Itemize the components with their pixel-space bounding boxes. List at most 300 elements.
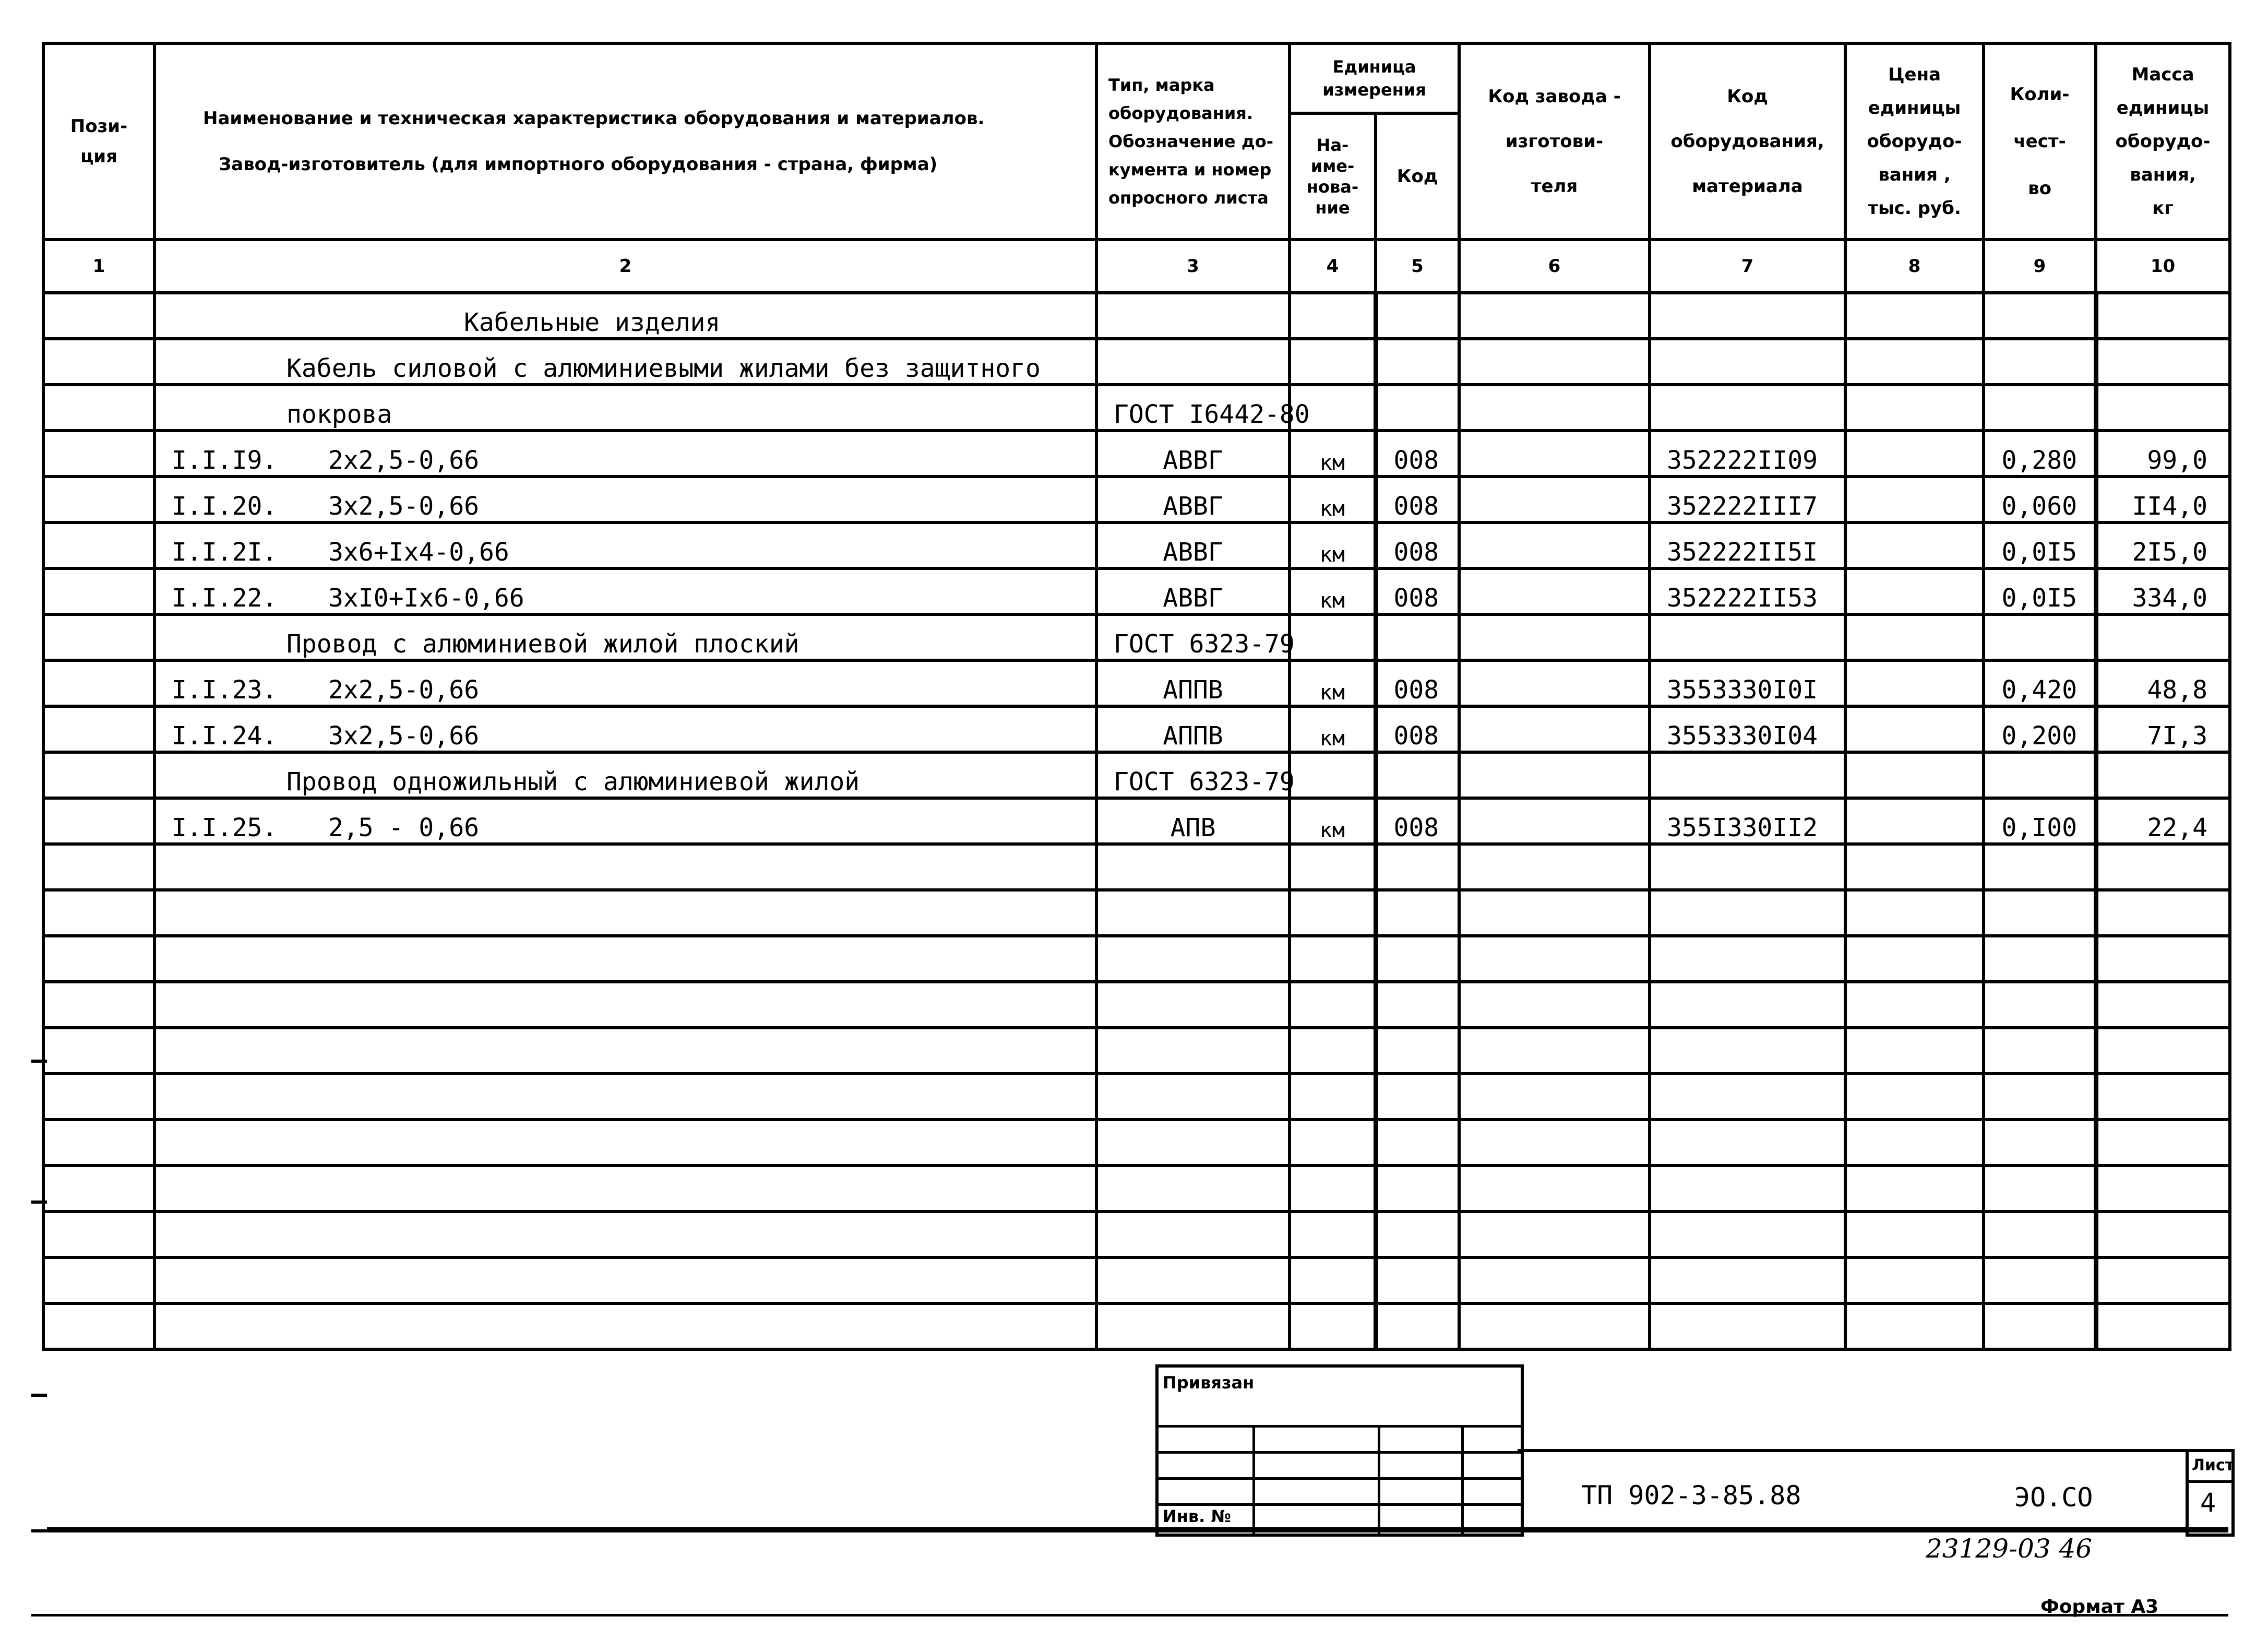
empty-cell bbox=[43, 936, 154, 982]
header-quantity: Коли- чест- во bbox=[1984, 43, 2096, 240]
empty-cell bbox=[1650, 1303, 1845, 1349]
empty-cell bbox=[43, 982, 154, 1028]
empty-cell bbox=[2096, 1166, 2230, 1211]
header-unit-group: Единица измерения bbox=[1290, 43, 1459, 113]
code-cell bbox=[1376, 614, 1459, 660]
column-number-row bbox=[43, 240, 2230, 293]
item-name: 2х2,5-0,66 bbox=[328, 446, 479, 475]
empty-row bbox=[43, 1211, 2230, 1257]
empty-cell bbox=[1376, 1211, 1459, 1257]
doc-cell bbox=[1096, 293, 1290, 339]
empty-cell bbox=[1984, 936, 2096, 982]
doc-cell: АППВ bbox=[1096, 706, 1290, 752]
empty-row bbox=[43, 1074, 2230, 1120]
empty-cell bbox=[1984, 1303, 2096, 1349]
equip-cell bbox=[1650, 385, 1845, 431]
empty-cell bbox=[1376, 1120, 1459, 1166]
plant-cell bbox=[1459, 614, 1650, 660]
empty-cell bbox=[2096, 844, 2230, 890]
empty-cell bbox=[154, 936, 1096, 982]
position-number: I.I.I9. bbox=[172, 446, 278, 475]
name-cell bbox=[154, 385, 1096, 431]
empty-row bbox=[43, 982, 2230, 1028]
empty-row bbox=[43, 890, 2230, 936]
position-cell bbox=[43, 522, 154, 568]
stamp-line bbox=[1159, 1451, 1521, 1454]
empty-cell bbox=[1290, 1257, 1376, 1303]
position-number: I.I.25. bbox=[172, 813, 278, 842]
empty-cell bbox=[1845, 1120, 1984, 1166]
empty-cell bbox=[1290, 1074, 1376, 1120]
equip-cell: 352222II09 bbox=[1650, 431, 1845, 477]
plant-cell bbox=[1459, 706, 1650, 752]
trim-line bbox=[31, 1614, 2228, 1617]
doc-cell bbox=[1096, 339, 1290, 385]
empty-cell bbox=[1984, 1211, 2096, 1257]
doc-cell: АВВГ bbox=[1096, 568, 1290, 614]
empty-cell bbox=[1376, 936, 1459, 982]
header-type-doc: Тип, марка оборудования. Обозначение до- кумента и номер опросного листа bbox=[1096, 43, 1290, 240]
doc-cell: АПВ bbox=[1096, 798, 1290, 844]
header-name: Наименование и техническая характеристика оборудования и материалов. Завод-изготовитель (для импортного оборудования - страна, фирма) bbox=[154, 43, 1096, 240]
qty-cell bbox=[1984, 385, 2096, 431]
empty-cell bbox=[1096, 1028, 1290, 1074]
mass-cell: 7I,3 bbox=[2096, 706, 2230, 752]
name-cell bbox=[154, 660, 1096, 706]
sheet-box bbox=[2186, 1449, 2235, 1537]
empty-cell bbox=[1376, 1166, 1459, 1211]
header-plant-code: Код завода - изготови- теля bbox=[1459, 43, 1650, 240]
equip-cell: 3553330I04 bbox=[1650, 706, 1845, 752]
empty-cell bbox=[1096, 936, 1290, 982]
margin-tick bbox=[31, 1060, 47, 1063]
empty-cell bbox=[154, 1211, 1096, 1257]
empty-cell bbox=[1096, 1074, 1290, 1120]
empty-cell bbox=[1096, 1120, 1290, 1166]
column-number: 7 bbox=[1650, 240, 1845, 293]
column-number: 8 bbox=[1845, 240, 1984, 293]
column-number: 1 bbox=[43, 240, 154, 293]
equip-cell: 352222III7 bbox=[1650, 477, 1845, 522]
empty-cell bbox=[1096, 1211, 1290, 1257]
plant-cell bbox=[1459, 477, 1650, 522]
title-block-top bbox=[1518, 1449, 2228, 1452]
empty-cell bbox=[1459, 890, 1650, 936]
bound-label: Привязан bbox=[1163, 1373, 1255, 1393]
position-cell bbox=[43, 385, 154, 431]
table-row bbox=[43, 568, 2230, 614]
unit-cell: км bbox=[1290, 798, 1376, 844]
plant-cell bbox=[1459, 660, 1650, 706]
empty-cell bbox=[2096, 1257, 2230, 1303]
empty-cell bbox=[43, 1257, 154, 1303]
code-cell bbox=[1376, 752, 1459, 798]
qty-cell: 0,0I5 bbox=[1984, 568, 2096, 614]
stamp-line bbox=[1159, 1503, 1521, 1506]
empty-cell bbox=[154, 1074, 1096, 1120]
empty-cell bbox=[1459, 1074, 1650, 1120]
doc-cell: АВВГ bbox=[1096, 522, 1290, 568]
name-cell bbox=[154, 752, 1096, 798]
doc-cell: АППВ bbox=[1096, 660, 1290, 706]
empty-cell bbox=[1290, 1211, 1376, 1257]
price-cell bbox=[1845, 339, 1984, 385]
empty-cell bbox=[1096, 844, 1290, 890]
item-name: 3х6+Iх4-0,66 bbox=[328, 538, 509, 567]
position-cell bbox=[43, 293, 154, 339]
empty-cell bbox=[1845, 982, 1984, 1028]
item-name: 3хI0+Iх6-0,66 bbox=[328, 584, 524, 613]
empty-cell bbox=[1290, 890, 1376, 936]
qty-cell: 0,200 bbox=[1984, 706, 2096, 752]
empty-cell bbox=[1650, 890, 1845, 936]
unit-cell: км bbox=[1290, 568, 1376, 614]
equip-cell: 352222II5I bbox=[1650, 522, 1845, 568]
table-row bbox=[43, 431, 2230, 477]
code-cell: 008 bbox=[1376, 798, 1459, 844]
empty-cell bbox=[2096, 982, 2230, 1028]
empty-cell bbox=[2096, 1120, 2230, 1166]
qty-cell: 0,I00 bbox=[1984, 798, 2096, 844]
table-row bbox=[43, 522, 2230, 568]
price-cell bbox=[1845, 385, 1984, 431]
unit-cell bbox=[1290, 752, 1376, 798]
empty-row bbox=[43, 1303, 2230, 1349]
unit-cell: км bbox=[1290, 477, 1376, 522]
item-name: 3х2,5-0,66 bbox=[328, 721, 479, 751]
empty-row bbox=[43, 936, 2230, 982]
group-heading-row bbox=[43, 752, 2230, 798]
margin-tick bbox=[31, 1394, 47, 1397]
qty-cell bbox=[1984, 752, 2096, 798]
empty-cell bbox=[154, 1257, 1096, 1303]
mass-cell: 2I5,0 bbox=[2096, 522, 2230, 568]
column-number: 3 bbox=[1096, 240, 1290, 293]
equip-cell bbox=[1650, 752, 1845, 798]
item-name: 2х2,5-0,66 bbox=[328, 675, 479, 705]
stamp-line bbox=[1159, 1425, 1521, 1428]
equip-cell: 3553330I0I bbox=[1650, 660, 1845, 706]
empty-cell bbox=[1650, 1120, 1845, 1166]
empty-cell bbox=[1650, 1074, 1845, 1120]
code-cell bbox=[1376, 293, 1459, 339]
doc-cell: АВВГ bbox=[1096, 477, 1290, 522]
empty-cell bbox=[1459, 1166, 1650, 1211]
empty-cell bbox=[1984, 1120, 2096, 1166]
position-cell bbox=[43, 614, 154, 660]
qty-cell: 0,420 bbox=[1984, 660, 2096, 706]
name-cell bbox=[154, 477, 1096, 522]
mass-cell: 48,8 bbox=[2096, 660, 2230, 706]
unit-cell bbox=[1290, 614, 1376, 660]
price-cell bbox=[1845, 660, 1984, 706]
empty-cell bbox=[1984, 890, 2096, 936]
empty-cell bbox=[154, 1166, 1096, 1211]
position-number: I.I.22. bbox=[172, 584, 278, 613]
mass-cell: II4,0 bbox=[2096, 477, 2230, 522]
mass-cell bbox=[2096, 752, 2230, 798]
column-number: 10 bbox=[2096, 240, 2230, 293]
table-body bbox=[43, 293, 2230, 1349]
doc-cell: ГОСТ I6442-80 bbox=[1096, 385, 1290, 431]
plant-cell bbox=[1459, 798, 1650, 844]
empty-cell bbox=[154, 890, 1096, 936]
margin-tick bbox=[31, 1201, 47, 1204]
empty-row bbox=[43, 1120, 2230, 1166]
plant-cell bbox=[1459, 568, 1650, 614]
equip-cell bbox=[1650, 614, 1845, 660]
name-cell bbox=[154, 339, 1096, 385]
table-row bbox=[43, 660, 2230, 706]
empty-cell bbox=[154, 982, 1096, 1028]
header-unit-name: На- име- нова- ние bbox=[1290, 113, 1376, 240]
empty-cell bbox=[1459, 1211, 1650, 1257]
table-row bbox=[43, 477, 2230, 522]
qty-cell: 0,060 bbox=[1984, 477, 2096, 522]
header-position: Пози- ция bbox=[43, 43, 154, 240]
empty-cell bbox=[2096, 1303, 2230, 1349]
unit-cell bbox=[1290, 339, 1376, 385]
empty-cell bbox=[1845, 844, 1984, 890]
empty-cell bbox=[1290, 936, 1376, 982]
empty-cell bbox=[43, 1166, 154, 1211]
empty-cell bbox=[1096, 1303, 1290, 1349]
empty-cell bbox=[1845, 1166, 1984, 1211]
code-cell: 008 bbox=[1376, 477, 1459, 522]
qty-cell bbox=[1984, 614, 2096, 660]
table-row bbox=[43, 706, 2230, 752]
empty-cell bbox=[2096, 1074, 2230, 1120]
position-cell bbox=[43, 568, 154, 614]
mass-cell bbox=[2096, 293, 2230, 339]
unit-cell: км bbox=[1290, 706, 1376, 752]
header-row-1 bbox=[43, 43, 2230, 113]
header-equipment-code: Код оборудования, материала bbox=[1650, 43, 1845, 240]
code-cell: 008 bbox=[1376, 522, 1459, 568]
empty-cell bbox=[1290, 844, 1376, 890]
empty-cell bbox=[1290, 1166, 1376, 1211]
group-heading-row bbox=[43, 293, 2230, 339]
empty-cell bbox=[154, 1303, 1096, 1349]
empty-row bbox=[43, 844, 2230, 890]
code-cell bbox=[1376, 385, 1459, 431]
empty-cell bbox=[1984, 982, 2096, 1028]
name-cell bbox=[154, 293, 1096, 339]
item-name: 2,5 - 0,66 bbox=[328, 813, 479, 842]
empty-cell bbox=[2096, 1028, 2230, 1074]
price-cell bbox=[1845, 706, 1984, 752]
plant-cell bbox=[1459, 339, 1650, 385]
qty-cell: 0,280 bbox=[1984, 431, 2096, 477]
empty-cell bbox=[43, 1028, 154, 1074]
empty-cell bbox=[1459, 844, 1650, 890]
doc-cell: ГОСТ 6323-79 bbox=[1096, 752, 1290, 798]
empty-cell bbox=[1845, 936, 1984, 982]
stamp-line bbox=[1252, 1425, 1255, 1534]
empty-cell bbox=[1650, 1211, 1845, 1257]
document-code: ТП 902-3-85.88 bbox=[1581, 1480, 1801, 1511]
qty-cell bbox=[1984, 293, 2096, 339]
position-cell bbox=[43, 752, 154, 798]
code-cell: 008 bbox=[1376, 706, 1459, 752]
stamp-line bbox=[1461, 1425, 1464, 1534]
unit-cell: км bbox=[1290, 431, 1376, 477]
empty-cell bbox=[1290, 1303, 1376, 1349]
name-cell bbox=[154, 798, 1096, 844]
group-name: Провод одножильный с алюминиевой жилой bbox=[287, 767, 860, 797]
empty-cell bbox=[1845, 1074, 1984, 1120]
price-cell bbox=[1845, 614, 1984, 660]
group-name: Кабельные изделия bbox=[464, 308, 721, 337]
price-cell bbox=[1845, 522, 1984, 568]
plant-cell bbox=[1459, 293, 1650, 339]
price-cell bbox=[1845, 752, 1984, 798]
inventory-label: Инв. № bbox=[1163, 1506, 1231, 1526]
unit-cell: км bbox=[1290, 522, 1376, 568]
price-cell bbox=[1845, 798, 1984, 844]
sheet-divider bbox=[2189, 1480, 2231, 1483]
empty-cell bbox=[154, 1028, 1096, 1074]
mass-cell: 99,0 bbox=[2096, 431, 2230, 477]
empty-cell bbox=[1290, 1028, 1376, 1074]
position-number: I.I.2I. bbox=[172, 538, 278, 567]
empty-cell bbox=[1376, 890, 1459, 936]
header-mass: Масса единицы оборудо- вания, кг bbox=[2096, 43, 2230, 240]
mass-cell: 334,0 bbox=[2096, 568, 2230, 614]
empty-cell bbox=[1459, 936, 1650, 982]
plant-cell bbox=[1459, 431, 1650, 477]
group-name: Кабель силовой с алюминиевыми жилами без защитного bbox=[287, 354, 1041, 383]
empty-cell bbox=[1845, 890, 1984, 936]
empty-cell bbox=[1290, 1120, 1376, 1166]
group-heading-row bbox=[43, 339, 2230, 385]
qty-cell: 0,0I5 bbox=[1984, 522, 2096, 568]
empty-row bbox=[43, 1257, 2230, 1303]
column-number: 6 bbox=[1459, 240, 1650, 293]
empty-cell bbox=[1845, 1028, 1984, 1074]
empty-cell bbox=[2096, 890, 2230, 936]
empty-cell bbox=[1650, 1166, 1845, 1211]
position-cell bbox=[43, 798, 154, 844]
position-number: I.I.23. bbox=[172, 675, 278, 705]
equip-cell: 355I330II2 bbox=[1650, 798, 1845, 844]
plant-cell bbox=[1459, 752, 1650, 798]
empty-cell bbox=[1096, 1166, 1290, 1211]
position-number: I.I.20. bbox=[172, 492, 278, 521]
price-cell bbox=[1845, 568, 1984, 614]
empty-cell bbox=[1845, 1257, 1984, 1303]
empty-cell bbox=[1376, 844, 1459, 890]
empty-cell bbox=[43, 890, 154, 936]
empty-cell bbox=[1984, 1166, 2096, 1211]
code-cell: 008 bbox=[1376, 568, 1459, 614]
item-name: 3х2,5-0,66 bbox=[328, 492, 479, 521]
name-cell bbox=[154, 568, 1096, 614]
empty-cell bbox=[1650, 844, 1845, 890]
stamp-line bbox=[1159, 1477, 1521, 1480]
mass-cell: 22,4 bbox=[2096, 798, 2230, 844]
position-cell bbox=[43, 431, 154, 477]
code-cell bbox=[1376, 339, 1459, 385]
empty-cell bbox=[1459, 982, 1650, 1028]
frame-lower-line bbox=[31, 1529, 2228, 1532]
empty-cell bbox=[1984, 1028, 2096, 1074]
column-number: 4 bbox=[1290, 240, 1376, 293]
empty-cell bbox=[154, 844, 1096, 890]
position-cell bbox=[43, 706, 154, 752]
code-cell: 008 bbox=[1376, 660, 1459, 706]
mass-cell bbox=[2096, 339, 2230, 385]
name-cell bbox=[154, 431, 1096, 477]
plant-cell bbox=[1459, 385, 1650, 431]
empty-cell bbox=[1650, 936, 1845, 982]
plant-cell bbox=[1459, 522, 1650, 568]
empty-cell bbox=[2096, 936, 2230, 982]
qty-cell bbox=[1984, 339, 2096, 385]
price-cell bbox=[1845, 293, 1984, 339]
name-cell bbox=[154, 706, 1096, 752]
specification-table bbox=[42, 42, 2231, 1351]
empty-cell bbox=[1459, 1120, 1650, 1166]
empty-cell bbox=[154, 1120, 1096, 1166]
name-cell bbox=[154, 614, 1096, 660]
empty-cell bbox=[1096, 890, 1290, 936]
column-number: 2 bbox=[154, 240, 1096, 293]
sheet-number: 4 bbox=[2200, 1488, 2216, 1518]
name-cell bbox=[154, 522, 1096, 568]
column-number: 5 bbox=[1376, 240, 1459, 293]
format-label: Формат А3 bbox=[2040, 1596, 2159, 1618]
handwritten-number: 23129-03 46 bbox=[1926, 1534, 2093, 1564]
unit-cell: км bbox=[1290, 660, 1376, 706]
empty-cell bbox=[43, 1303, 154, 1349]
empty-cell bbox=[43, 844, 154, 890]
mass-cell bbox=[2096, 385, 2230, 431]
empty-cell bbox=[1376, 1257, 1459, 1303]
equip-cell: 352222II53 bbox=[1650, 568, 1845, 614]
empty-cell bbox=[1096, 982, 1290, 1028]
empty-cell bbox=[1459, 1257, 1650, 1303]
sheet-label: Лист bbox=[2192, 1456, 2235, 1475]
empty-row bbox=[43, 1166, 2230, 1211]
empty-cell bbox=[1984, 844, 2096, 890]
header-unit-code: Код bbox=[1376, 113, 1459, 240]
empty-cell bbox=[1650, 1028, 1845, 1074]
equip-cell bbox=[1650, 339, 1845, 385]
equip-cell bbox=[1650, 293, 1845, 339]
empty-cell bbox=[1650, 1257, 1845, 1303]
position-cell bbox=[43, 339, 154, 385]
empty-cell bbox=[43, 1074, 154, 1120]
empty-cell bbox=[43, 1211, 154, 1257]
group-name: Провод с алюминиевой жилой плоский bbox=[287, 629, 799, 659]
empty-cell bbox=[1376, 982, 1459, 1028]
empty-cell bbox=[1376, 1028, 1459, 1074]
position-number: I.I.24. bbox=[172, 721, 278, 751]
empty-row bbox=[43, 1028, 2230, 1074]
empty-cell bbox=[1459, 1303, 1650, 1349]
empty-cell bbox=[1650, 982, 1845, 1028]
group-heading-row bbox=[43, 614, 2230, 660]
empty-cell bbox=[1459, 1028, 1650, 1074]
header-price: Цена единицы оборудо- вания , тыс. руб. bbox=[1845, 43, 1984, 240]
column-number: 9 bbox=[1984, 240, 2096, 293]
code-cell: 008 bbox=[1376, 431, 1459, 477]
price-cell bbox=[1845, 431, 1984, 477]
section-code: ЭО.СО bbox=[2014, 1482, 2093, 1513]
group-heading-row bbox=[43, 385, 2230, 431]
mass-cell bbox=[2096, 614, 2230, 660]
